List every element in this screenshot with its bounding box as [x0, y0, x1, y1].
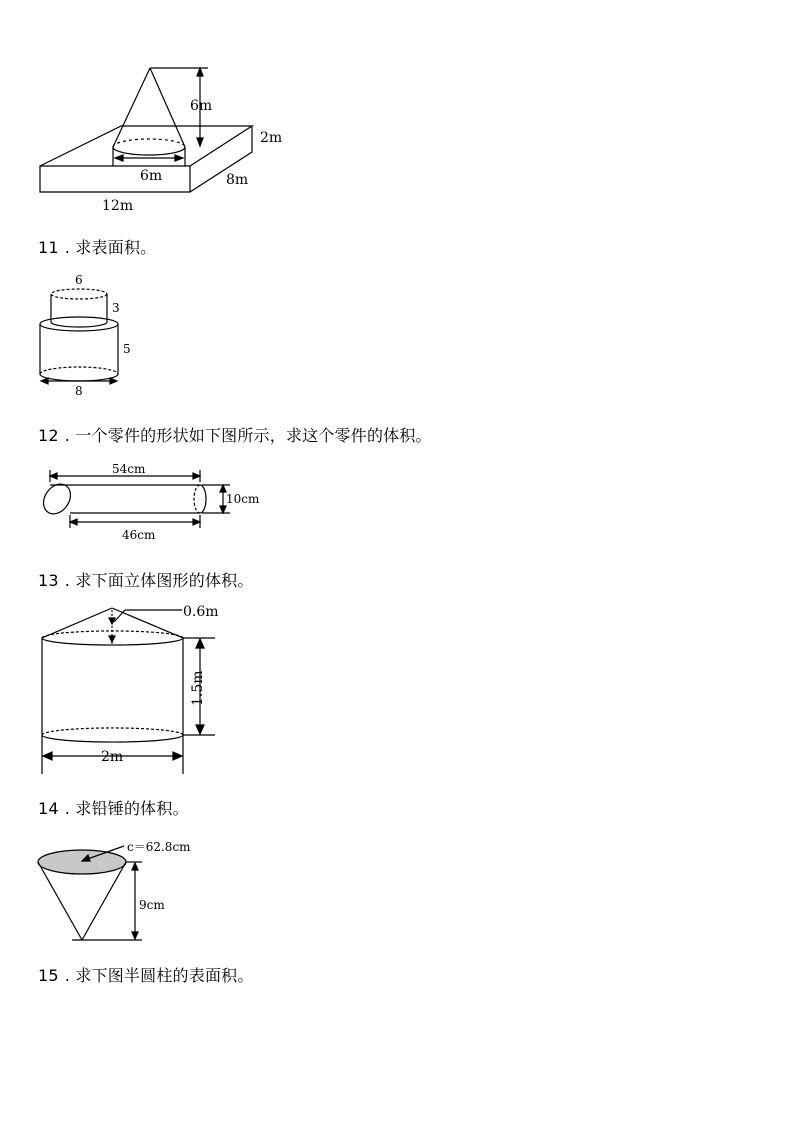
cylinder-height-label: 1.5m [190, 670, 206, 706]
cone-diameter-label: 6m [140, 168, 163, 184]
length-46-label: 46cm [122, 528, 156, 542]
cone-top-face [38, 850, 126, 874]
question-13 [38, 568, 254, 591]
bottom-height-label: 5 [123, 342, 131, 356]
plumb-bob-cone-figure [30, 832, 200, 948]
stacked-cylinders-figure [30, 270, 150, 400]
slanted-cylinder-figure [30, 458, 270, 548]
question-number: 13 [38, 571, 59, 590]
cone-base-front [113, 147, 185, 155]
length-54-label: 54cm [112, 462, 146, 476]
question-text: . 求表面积。 [64, 238, 157, 257]
top-cylinder-top [51, 289, 107, 299]
question-text: . 一个零件的形状如下图所示，求这个零件的体积。 [64, 426, 432, 445]
width-label: 8m [226, 172, 249, 188]
cone-height-label: 6m [190, 98, 213, 114]
cone-on-cylinder-figure [30, 598, 230, 780]
cone-on-cuboid-figure [30, 60, 300, 220]
length-label: 12m [102, 198, 134, 214]
circumference-label: c＝62.8cm [127, 840, 191, 854]
question-number: 14 [38, 799, 59, 818]
cone-left-edge [113, 68, 150, 147]
height-label: 9cm [139, 898, 165, 912]
cylinder-base [42, 735, 183, 742]
top-height-label: 3 [112, 301, 120, 315]
question-number: 12 [38, 426, 59, 445]
question-12 [38, 423, 432, 446]
bottom-cylinder-top [40, 317, 118, 331]
question-14 [38, 796, 189, 819]
cone-left-edge [42, 608, 112, 638]
cuboid-top-face [40, 126, 252, 166]
thickness-label: 2m [260, 130, 283, 146]
bottom-cylinder-base [40, 374, 118, 381]
question-text: . 求下图半圆柱的表面积。 [64, 966, 254, 985]
cone-base-back [113, 139, 185, 147]
diameter-label: 10cm [226, 492, 260, 506]
cuboid-front-face [40, 166, 190, 192]
question-number: 11 [38, 238, 59, 257]
question-15 [38, 963, 254, 986]
bottom-diameter-label: 8 [75, 384, 83, 398]
cone-right-edge [150, 68, 185, 147]
top-diameter-label: 6 [75, 273, 83, 287]
question-11 [38, 235, 156, 258]
question-text: . 求下面立体图形的体积。 [64, 571, 254, 590]
diameter-label: 2m [101, 749, 124, 765]
cone-height-label: 0.6m [183, 604, 219, 620]
question-text: . 求铅锤的体积。 [64, 799, 189, 818]
question-number: 15 [38, 966, 59, 985]
